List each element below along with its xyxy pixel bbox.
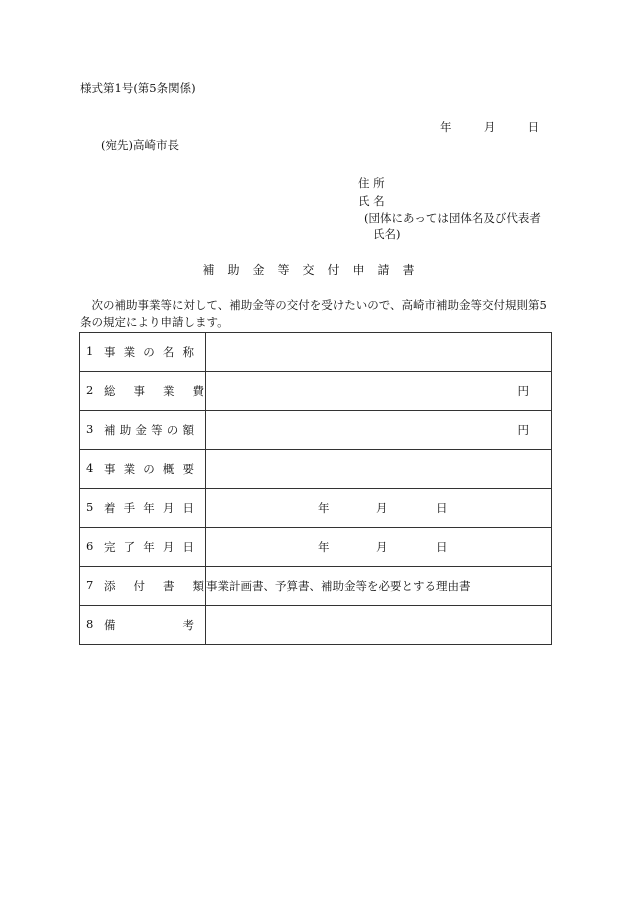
attachments-field[interactable]: 事業計画書、予算書、補助金等を必要とする理由書	[206, 567, 552, 606]
table-row	[80, 372, 552, 411]
remarks-field[interactable]	[206, 606, 552, 645]
project-summary-field[interactable]	[206, 450, 552, 489]
month-label: 月	[376, 540, 388, 554]
row-number: 4	[86, 461, 94, 475]
row-label-text: 総事業費	[104, 384, 204, 398]
row-label-text: 補助金等の額	[104, 423, 194, 437]
year-label: 年	[318, 540, 330, 554]
row-label	[80, 606, 206, 645]
table-row	[80, 567, 552, 606]
row-label	[80, 372, 206, 411]
date-year-label: 年	[440, 120, 452, 134]
address-label: 住 所	[358, 176, 385, 190]
subsidy-amount-field[interactable]	[206, 411, 552, 450]
row-number: 6	[86, 539, 94, 553]
date-month-label: 月	[483, 120, 496, 134]
table-row	[80, 411, 552, 450]
row-label-text: 事業の概要	[104, 462, 194, 476]
table-row	[80, 450, 552, 489]
row-label-text: 事業の名称	[104, 345, 194, 359]
completion-date-field[interactable]	[206, 528, 552, 567]
yen-unit: 円	[517, 423, 529, 437]
start-date-field[interactable]	[206, 489, 552, 528]
row-label	[80, 333, 206, 372]
row-number: 1	[86, 344, 94, 358]
month-label: 月	[376, 501, 388, 515]
row-label	[80, 489, 206, 528]
application-date	[440, 119, 539, 135]
document-title	[0, 261, 630, 278]
row-number: 3	[86, 422, 94, 436]
application-table	[79, 332, 552, 645]
yen-unit: 円	[517, 384, 529, 398]
table-row	[80, 489, 552, 528]
row-label	[80, 567, 206, 606]
form-number: 様式第1号(第5条関係)	[80, 81, 196, 95]
document-title-text: 補助金等交付申請書	[202, 263, 428, 277]
body-text	[80, 297, 558, 331]
row-number: 7	[86, 578, 94, 592]
applicant-note	[364, 210, 541, 242]
table-row	[80, 606, 552, 645]
addressee: (宛先)高崎市長	[101, 138, 179, 152]
table-row	[80, 528, 552, 567]
year-label: 年	[318, 501, 330, 515]
row-label-text: 備考	[104, 618, 194, 632]
day-label: 日	[436, 501, 448, 515]
row-label-text: 添付書類	[104, 579, 204, 593]
row-label-text: 完了年月日	[104, 540, 194, 554]
row-number: 8	[86, 617, 94, 631]
total-cost-field[interactable]	[206, 372, 552, 411]
name-label: 氏 名	[358, 194, 385, 208]
row-label	[80, 411, 206, 450]
body-text-content: 次の補助事業等に対して、補助金等の交付を受けたいので、高崎市補助金等交付規則第5条の規定により申請します。	[80, 298, 547, 329]
row-label	[80, 528, 206, 567]
project-name-field[interactable]	[206, 333, 552, 372]
applicant-note-line1: (団体にあっては団体名及び代表者	[364, 211, 541, 225]
row-number: 2	[86, 383, 94, 397]
row-label	[80, 450, 206, 489]
row-label-text: 着手年月日	[104, 501, 194, 515]
day-label: 日	[436, 540, 448, 554]
row-number: 5	[86, 500, 94, 514]
applicant-note-line2: 氏名)	[373, 227, 401, 241]
date-day-label: 日	[527, 120, 540, 134]
table-row	[80, 333, 552, 372]
